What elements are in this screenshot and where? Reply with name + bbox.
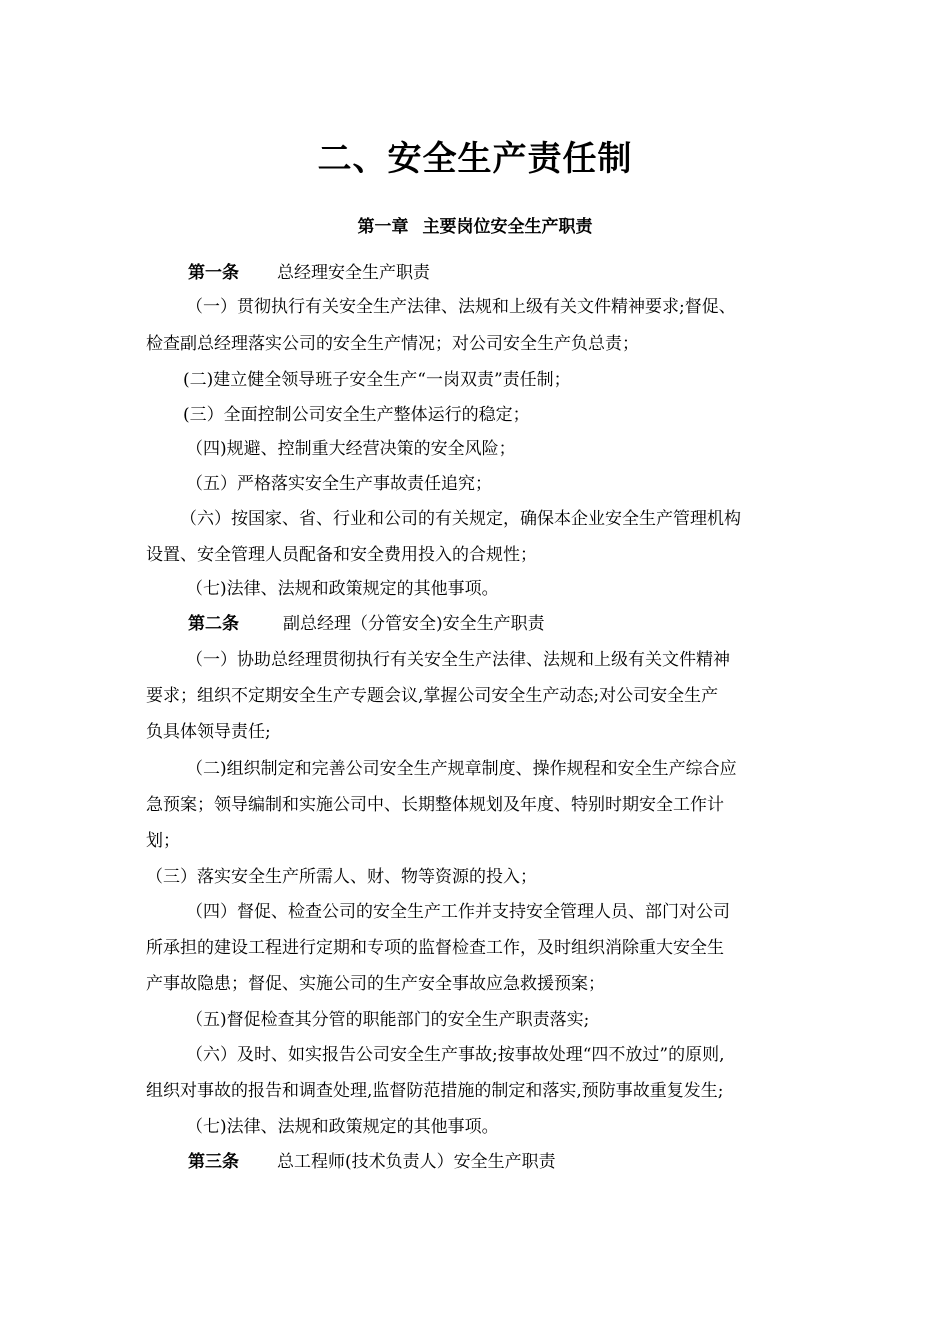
paragraph-line: （七)法律、法规和政策规定的其他事项。	[186, 1117, 499, 1137]
chapter-number: 第一章	[357, 217, 409, 237]
paragraph-line: 急预案；领导编制和实施公司中、长期整体规划及年度、特别时期安全工作计	[146, 795, 724, 815]
paragraph-line: （五)督促检查其分管的职能部门的安全生产职责落实;	[186, 1010, 590, 1030]
article-title: 副总经理（分管安全)安全生产职责	[283, 614, 545, 634]
article-number: 第三条	[188, 1152, 239, 1172]
chapter-title: 主要岗位安全生产职责	[422, 217, 593, 237]
paragraph-line: （七)法律、法规和政策规定的其他事项。	[186, 579, 499, 599]
paragraph-line: 划；	[146, 831, 180, 851]
paragraph-line: （六）按国家、省、行业和公司的有关规定，确保本企业安全生产管理机构	[180, 509, 741, 529]
paragraph-line: (二)建立健全领导班子安全生产“一岗双责”责任制；	[183, 370, 571, 390]
article-heading	[188, 261, 430, 285]
paragraph-line: （一）贯彻执行有关安全生产法律、法规和上级有关文件精神要求;督促、	[186, 297, 736, 317]
paragraph-line: （二)组织制定和完善公司安全生产规章制度、操作规程和安全生产综合应	[186, 759, 737, 779]
paragraph-line: 组织对事故的报告和调查处理,监督防范措施的制定和落实,预防事故重复发生;	[146, 1081, 724, 1101]
paragraph-line: 检查副总经理落实公司的安全生产情况；对公司安全生产负总责；	[146, 334, 639, 354]
chapter-heading	[0, 214, 950, 240]
article-title: 总经理安全生产职责	[277, 263, 430, 283]
article-heading	[188, 1150, 556, 1174]
paragraph-line: （四）督促、检查公司的安全生产工作并支持安全管理人员、部门对公司	[186, 902, 730, 922]
article-number: 第一条	[188, 263, 239, 283]
paragraph-line: 负具体领导责任;	[146, 722, 271, 742]
paragraph-line: 设置、安全管理人员配备和安全费用投入的合规性；	[146, 545, 537, 565]
paragraph-line: (三）全面控制公司安全生产整体运行的稳定；	[183, 405, 530, 425]
paragraph-line: 产事故隐患；督促、实施公司的生产安全事故应急救援预案；	[146, 974, 605, 994]
paragraph-line: （三）落实安全生产所需人、财、物等资源的投入；	[146, 867, 537, 887]
paragraph-line: 要求；组织不定期安全生产专题会议,掌握公司安全生产动态;对公司安全生产	[146, 686, 719, 706]
article-number: 第二条	[188, 614, 239, 634]
paragraph-line: （六）及时、如实报告公司安全生产事故;按事故处理“四不放过”的原则,	[186, 1045, 725, 1065]
paragraph-line: （四)规避、控制重大经营决策的安全风险；	[186, 439, 516, 459]
page-title: 二、安全生产责任制	[317, 139, 633, 179]
article-title: 总工程师(技术负责人）安全生产职责	[277, 1152, 556, 1172]
article-heading	[188, 612, 545, 636]
paragraph-line: 所承担的建设工程进行定期和专项的监督检查工作，及时组织消除重大安全生	[146, 938, 724, 958]
paragraph-line: （五）严格落实安全生产事故责任追究；	[186, 474, 492, 494]
paragraph-line: （一）协助总经理贯彻执行有关安全生产法律、法规和上级有关文件精神	[186, 650, 730, 670]
